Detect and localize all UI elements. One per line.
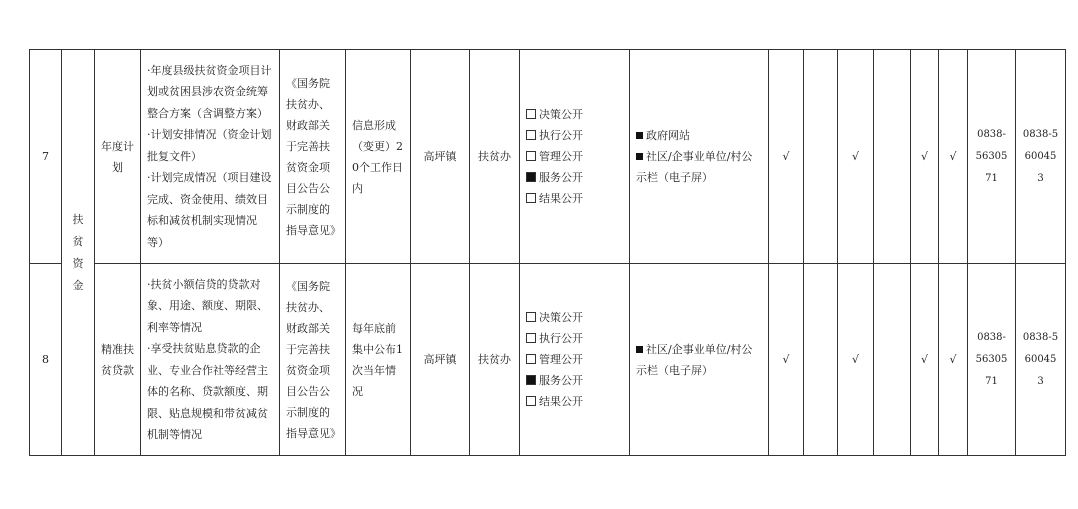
- checkbox-icon: [526, 354, 536, 364]
- content-item: ·享受扶贫贴息贷款的企业、专业合作社等经营主体的名称、贷款额度、期限、贴息规模和带贫减贫机制等情况: [147, 342, 268, 441]
- option-decision: 决策公开: [526, 104, 623, 125]
- option-service: 服务公开: [526, 167, 623, 188]
- channel-cell: [630, 264, 769, 456]
- phone-cell: 0838-5600453: [1016, 50, 1066, 264]
- mark-cell: [804, 50, 838, 264]
- option-result: 结果公开: [526, 188, 623, 209]
- row-number: 8: [30, 264, 62, 456]
- content-item: ·计划完成情况（项目建设完成、资金使用、绩效目标和减贫机制实现情况等）: [147, 171, 272, 249]
- row-number: 7: [30, 50, 62, 264]
- content-cell: [141, 264, 280, 456]
- mark-cell: √: [911, 264, 939, 456]
- time-limit-cell: 信息形成（变更）20个工作日内: [346, 50, 411, 264]
- checkbox-icon: [526, 396, 536, 406]
- time-limit-cell: 每年底前集中公布1次当年情况: [346, 264, 411, 456]
- content-item: ·年度县级扶贫资金项目计划或贫困县涉农资金统筹整合方案（含调整方案）: [147, 63, 272, 120]
- mark-cell: √: [911, 50, 939, 264]
- content-item: ·扶贫小额信贷的贷款对象、用途、额度、期限、利率等情况: [147, 277, 268, 334]
- filled-square-icon: [636, 346, 643, 353]
- phone-cell: 0838-5630571: [968, 264, 1016, 456]
- channel-cell: [630, 50, 769, 264]
- content-cell: [141, 50, 280, 264]
- mark-cell: √: [939, 50, 968, 264]
- channel-item: 社区/企事业单位/村公示栏（电子屏）: [636, 342, 753, 377]
- channel-item: 政府网站: [636, 125, 762, 146]
- option-service: 服务公开: [526, 370, 623, 391]
- option-execution: 执行公开: [526, 328, 623, 349]
- checkbox-icon: [526, 130, 536, 140]
- option-management: 管理公开: [526, 349, 623, 370]
- channel-item: 社区/企事业单位/村公示栏（电子屏）: [636, 150, 753, 184]
- mark-cell: √: [769, 50, 804, 264]
- filled-square-icon: [636, 153, 643, 160]
- mark-cell: √: [838, 264, 874, 456]
- disclosure-table: [29, 49, 1066, 456]
- mark-cell: [804, 264, 838, 456]
- phone-cell: 0838-5630571: [968, 50, 1016, 264]
- checkbox-checked-icon: [526, 172, 536, 182]
- option-execution: 执行公开: [526, 125, 623, 146]
- department-cell: 扶贫办: [470, 264, 520, 456]
- checkbox-icon: [526, 193, 536, 203]
- checkbox-icon: [526, 109, 536, 119]
- department-cell: 扶贫办: [470, 50, 520, 264]
- filled-square-icon: [636, 132, 643, 139]
- subcategory-cell: 精准扶贫贷款: [95, 264, 141, 456]
- option-result: 结果公开: [526, 391, 623, 412]
- mark-cell: √: [838, 50, 874, 264]
- phone-cell: 0838-5600453: [1016, 264, 1066, 456]
- subcategory-cell: 年度计划: [95, 50, 141, 264]
- category-cell: 扶贫资金: [62, 50, 95, 456]
- subject-cell: 高坪镇: [411, 50, 470, 264]
- disclosure-type-cell: [520, 50, 630, 264]
- basis-cell: 《国务院扶贫办、财政部关于完善扶贫资金项目公告公示制度的指导意见》: [280, 50, 346, 264]
- checkbox-icon: [526, 151, 536, 161]
- disclosure-type-cell: [520, 264, 630, 456]
- checkbox-checked-icon: [526, 375, 536, 385]
- mark-cell: [874, 264, 911, 456]
- content-item: ·计划安排情况（资金计划批复文件）: [147, 128, 272, 163]
- option-management: 管理公开: [526, 146, 623, 167]
- mark-cell: [874, 50, 911, 264]
- table-row: [30, 264, 1066, 456]
- option-decision: 决策公开: [526, 307, 623, 328]
- checkbox-icon: [526, 333, 536, 343]
- subject-cell: 高坪镇: [411, 264, 470, 456]
- table-row: [30, 50, 1066, 264]
- mark-cell: √: [769, 264, 804, 456]
- mark-cell: √: [939, 264, 968, 456]
- basis-cell: 《国务院扶贫办、财政部关于完善扶贫资金项目公告公示制度的指导意见》: [280, 264, 346, 456]
- checkbox-icon: [526, 312, 536, 322]
